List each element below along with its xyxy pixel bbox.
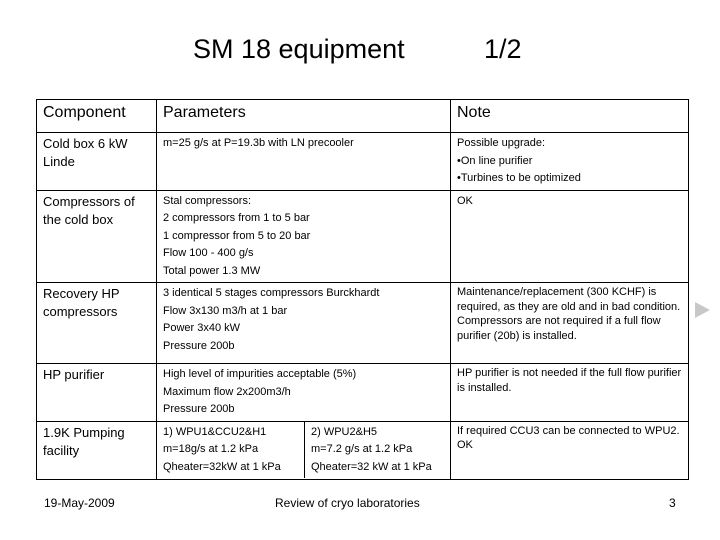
component-cell xyxy=(37,421,157,479)
title-page-indicator: 1/2 xyxy=(484,34,522,64)
table-header-row xyxy=(37,100,689,133)
parameter-line: 3 identical 5 stages compressors Burckhardt xyxy=(163,287,380,299)
component-cell xyxy=(37,190,157,283)
parameter-line: m=18g/s at 1.2 kPa xyxy=(163,443,259,455)
play-arrow-shape xyxy=(695,302,710,318)
parameters-subcell-left xyxy=(157,422,305,479)
note-line: •Turbines to be optimized xyxy=(457,172,581,184)
component-line: HP purifier xyxy=(43,367,105,382)
note-line: HP purifier is not needed if the full flow purifier is installed. xyxy=(457,367,682,394)
parameter-line: Pressure 200b xyxy=(163,339,235,352)
parameter-line: Qheater=32kW at 1 kPa xyxy=(163,460,281,473)
note-line: If required CCU3 can be connected to WPU2. xyxy=(457,424,680,437)
component-line: Cold box 6 kW xyxy=(43,136,128,151)
component-line: Linde xyxy=(43,154,75,169)
component-line: the cold box xyxy=(43,211,114,227)
parameters-cell xyxy=(157,421,451,479)
table-row xyxy=(37,133,689,191)
parameters-subcell-right xyxy=(305,422,450,479)
parameter-line: Flow 100 - 400 g/s xyxy=(163,247,254,259)
component-line: Compressors of xyxy=(43,193,135,209)
parameter-line: m=7.2 g/s at 1.2 kPa xyxy=(311,443,413,455)
parameters-cell xyxy=(157,190,451,283)
parameter-line: Maximum flow 2x200m3/h xyxy=(163,385,291,398)
parameter-line: 2 compressors from 1 to 5 bar xyxy=(163,212,310,224)
header-note: Note xyxy=(451,100,689,133)
component-line: 1.9K Pumping xyxy=(43,424,125,440)
component-line: facility xyxy=(43,442,80,458)
parameter-line: 1 compressor from 5 to 20 bar xyxy=(163,229,311,242)
table-row xyxy=(37,421,689,479)
component-cell xyxy=(37,133,157,191)
table-row xyxy=(37,283,689,364)
parameter-line: Stal compressors: xyxy=(163,194,252,207)
component-line: compressors xyxy=(43,304,118,319)
note-cell xyxy=(451,364,689,422)
parameter-line: Total power 1.3 MW xyxy=(163,264,261,277)
note-cell xyxy=(451,133,689,191)
parameter-line: 2) WPU2&H5 xyxy=(311,425,378,438)
component-cell xyxy=(37,364,157,422)
note-line: Compressors are not required if a full flow purifier (20b) is installed. xyxy=(457,315,661,342)
header-parameters: Parameters xyxy=(157,100,451,133)
parameters-cell xyxy=(157,364,451,422)
note-line: OK xyxy=(457,439,473,451)
note-cell xyxy=(451,421,689,479)
parameter-line: Flow 3x130 m3/h at 1 bar xyxy=(163,304,288,317)
note-cell xyxy=(451,283,689,364)
component-line: Recovery HP xyxy=(43,286,120,301)
note-line: Possible upgrade: xyxy=(457,137,546,149)
equipment-table xyxy=(36,99,689,480)
parameters-cell xyxy=(157,283,451,364)
component-cell xyxy=(37,283,157,364)
parameter-line: Power 3x40 kW xyxy=(163,322,241,334)
header-component: Component xyxy=(37,100,157,133)
parameter-line: High level of impurities acceptable (5%) xyxy=(163,368,357,380)
table-row xyxy=(37,190,689,283)
footer-center-text: Review of cryo laboratories xyxy=(275,496,420,510)
parameter-line: Pressure 200b xyxy=(163,403,235,415)
play-arrow-icon[interactable] xyxy=(694,302,710,318)
slide-title xyxy=(0,30,720,74)
note-line: OK xyxy=(457,194,473,207)
parameters-cell xyxy=(157,133,451,191)
footer-date: 19-May-2009 xyxy=(44,496,115,510)
parameter-line: m=25 g/s at P=19.3b with LN precooler xyxy=(163,137,354,149)
note-line: •On line purifier xyxy=(457,154,533,167)
note-line: Maintenance/replacement (300 KCHF) is required, as they are old and in bad condition. xyxy=(457,286,681,313)
note-cell xyxy=(451,190,689,283)
parameter-line: Qheater=32 kW at 1 kPa xyxy=(311,460,432,473)
parameter-line: 1) WPU1&CCU2&H1 xyxy=(163,425,267,438)
table-row xyxy=(37,364,689,422)
title-text: SM 18 equipment xyxy=(193,34,405,64)
slide-number: 3 xyxy=(669,496,676,510)
